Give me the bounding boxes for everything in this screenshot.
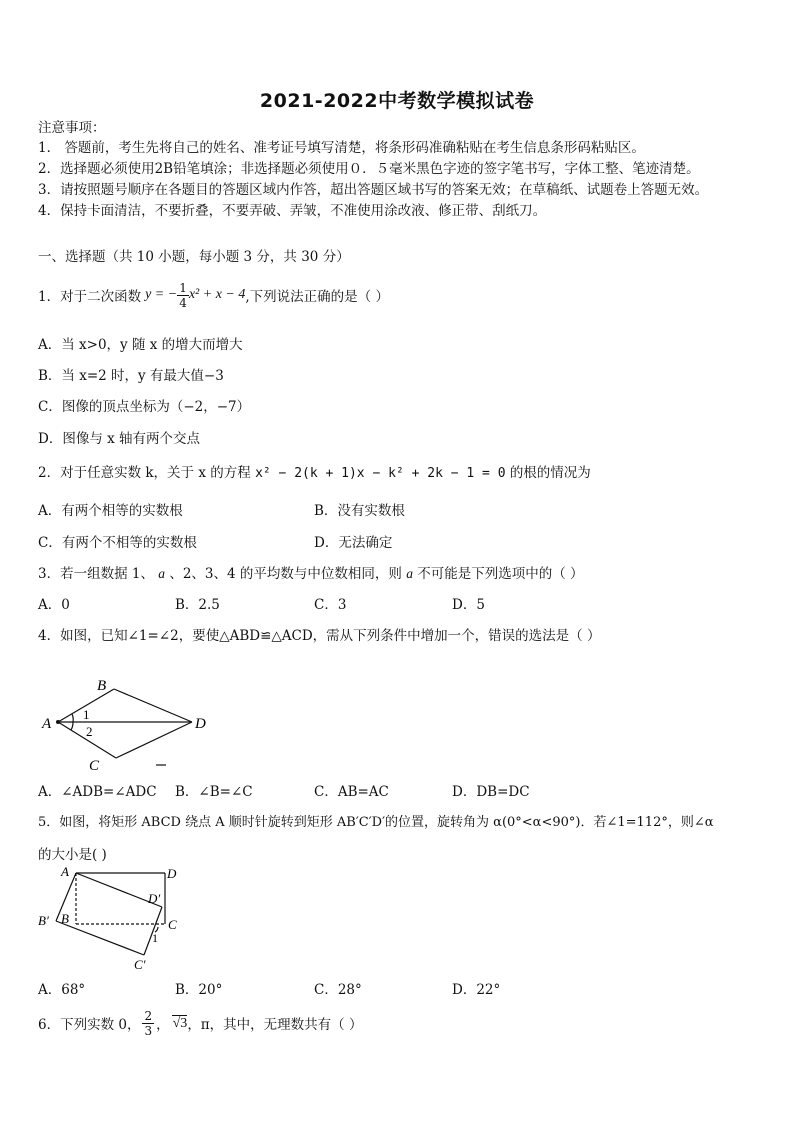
q3-option-d: D．5 xyxy=(452,597,485,613)
fraction-denominator: 3 xyxy=(144,1023,153,1038)
question-6 xyxy=(38,1003,362,1043)
label-b: B xyxy=(97,678,107,694)
question-1-fraction xyxy=(177,281,189,310)
question-1-eq-left: y = − xyxy=(145,287,178,302)
question-6-suffix: ，π，其中，无理数共有（ ） xyxy=(187,1017,363,1033)
q2-option-b: B．没有实数根 xyxy=(314,503,405,519)
question-4: 4．如图，已知∠1=∠2，要使△ABD≌△ACD，需从下列条件中增加一个，错误的选法是（ ） xyxy=(38,628,601,644)
question-2-prefix: 2．对于任意实数 k，关于 x 的方程 xyxy=(38,465,251,481)
fraction-denominator: 4 xyxy=(179,295,187,310)
label-c: C xyxy=(89,758,100,772)
q3-option-b: B．2.5 xyxy=(175,597,220,613)
label-c: C xyxy=(168,917,177,932)
q5-option-b: B．20° xyxy=(175,982,223,998)
q2-option-d: D．无法确定 xyxy=(314,535,393,551)
notice-item-4: 4．保持卡面清洁，不要折叠，不要弄破、弄皱，不准使用涂改液、修正带、刮纸刀。 xyxy=(38,203,547,219)
q5-option-a: A．68° xyxy=(38,982,86,998)
segment-bd xyxy=(114,689,192,722)
label-d: D xyxy=(195,716,206,732)
label-d-prime: D′ xyxy=(148,891,161,906)
notice-item-3: 3．请按照题号顺序在各题目的答题区域内作答，超出答题区域书写的答案无效；在草稿纸、试题卷上答题无效。 xyxy=(38,182,709,198)
rot-side-bc xyxy=(56,921,144,955)
q1-option-d: D．图像与 x 轴有两个交点 xyxy=(38,431,201,447)
question-3-prefix: 3．若一组数据 1、 xyxy=(38,566,154,582)
question-3-suffix: 不可能是下列选项中的（ ） xyxy=(417,566,584,582)
question-3-var-a-2: a xyxy=(406,566,413,581)
question-2 xyxy=(38,461,591,481)
label-a: A xyxy=(61,864,69,879)
angle-1-arc xyxy=(72,714,73,722)
q2-option-c: C．有两个不相等的实数根 xyxy=(38,535,197,551)
question-1-suffix: ,下列说法正确的是（ ） xyxy=(245,289,389,305)
page-title: 2021-2022中考数学模拟试卷 xyxy=(259,90,535,112)
label-c-prime: C′ xyxy=(134,957,146,972)
question-1-prefix: 1．对于二次函数 xyxy=(38,289,142,305)
label-angle-2: 2 xyxy=(86,724,93,739)
question-3-var-a: a xyxy=(158,566,166,581)
q1-option-b: B．当 x=2 时，y 有最大值−3 xyxy=(38,368,224,384)
question-5-line-2: 的大小是( ) xyxy=(38,847,107,863)
q1-option-a: A．当 x>0，y 随 x 的增大而增大 xyxy=(38,337,243,353)
fraction-numerator: 1 xyxy=(179,280,187,295)
question-5-line-1: 5．如图，将矩形 ABCD 绕点 A 顺时针旋转到矩形 AB′C′D′的位置，旋转角为 α(0°<α<90°)．若∠1=112°，则∠α xyxy=(38,815,714,830)
q5-option-c: C．28° xyxy=(314,982,362,998)
q4-figure xyxy=(36,672,226,772)
notice-item-1: 1． 答题前，考生先将自己的姓名、准考证号填写清楚，将条形码准确粘贴在考生信息条形码粘贴区。 xyxy=(38,140,645,156)
question-1 xyxy=(38,276,389,314)
q4-option-c: C．AB=AC xyxy=(314,784,389,800)
segment-cd xyxy=(116,722,192,758)
question-2-equation: x² − 2(k + 1)x − k² + 2k − 1 = 0 xyxy=(255,466,506,481)
label-angle-1: 1 xyxy=(152,931,158,945)
fraction-numerator: 2 xyxy=(144,1008,153,1023)
angle-2-arc xyxy=(71,722,73,730)
q4-option-d: D．DB=DC xyxy=(452,784,530,800)
question-6-prefix: 6．下列实数 0， xyxy=(38,1017,141,1033)
q5-option-d: D．22° xyxy=(452,982,501,998)
q1-option-c: C．图像的顶点坐标为（−2，−7） xyxy=(38,399,251,415)
question-6-sqrt: √3 xyxy=(172,1015,188,1031)
question-2-suffix: 的根的情况为 xyxy=(509,465,591,481)
label-b: B xyxy=(61,911,69,926)
question-6-separator: ， xyxy=(156,1017,170,1033)
label-angle-1: 1 xyxy=(83,707,90,722)
notice-item-2: 2．选择题必须使用2B铅笔填涂；非选择题必须使用０．５毫米黑色字迹的签字笔书写，字体工整、笔迹清楚。 xyxy=(38,161,700,177)
label-a: A xyxy=(42,716,52,732)
q3-option-a: A．0 xyxy=(38,597,70,613)
label-b-prime: B′ xyxy=(38,913,49,928)
label-d: D xyxy=(167,866,177,881)
q3-option-c: C．3 xyxy=(314,597,347,613)
question-1-eq-right: x² + x − 4 xyxy=(188,287,246,302)
notice-heading: 注意事项： xyxy=(38,120,106,136)
q4-option-a: A．∠ADB=∠ADC xyxy=(38,784,157,800)
question-6-fraction xyxy=(142,1009,154,1038)
point-a-dot xyxy=(56,720,60,724)
question-3-middle: 、2、3、4 的平均数与中位数相同，则 xyxy=(169,566,402,582)
q5-figure xyxy=(34,862,194,974)
section-heading: 一、选择题（共 10 小题，每小题 3 分，共 30 分） xyxy=(38,249,350,265)
question-3 xyxy=(38,562,584,582)
q2-option-a: A．有两个相等的实数根 xyxy=(38,503,183,519)
q4-option-b: B．∠B=∠C xyxy=(175,784,253,800)
